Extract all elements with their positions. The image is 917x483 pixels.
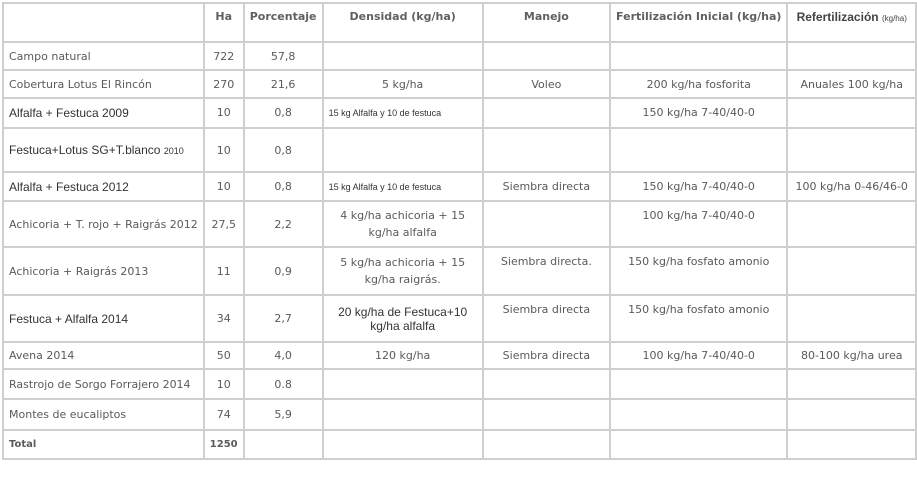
table-row <box>4 248 915 294</box>
table-row <box>4 370 915 398</box>
row-name-text: Festuca+Lotus SG+T.blanco <box>9 143 161 157</box>
header-porcentaje: Porcentaje <box>245 4 322 41</box>
total-row <box>4 431 915 458</box>
row-refert <box>788 129 915 171</box>
table-row <box>4 43 915 69</box>
row-refert: 100 kg/ha 0-46/46-0 <box>788 173 915 200</box>
row-ha: 34 <box>205 296 243 341</box>
row-pct: 0,9 <box>245 248 322 294</box>
row-refert: Anuales 100 kg/ha <box>788 71 915 97</box>
row-manejo <box>484 400 609 429</box>
total-empty <box>788 431 915 458</box>
row-pct: 2,7 <box>245 296 322 341</box>
row-name: Festuca + Alfalfa 2014 <box>4 296 203 341</box>
row-densidad <box>324 370 482 398</box>
row-densidad: 15 kg Alfalfa y 10 de festuca <box>324 173 482 200</box>
row-refert <box>788 43 915 69</box>
row-name: Alfalfa + Festuca 2012 <box>4 173 203 200</box>
row-name <box>4 129 203 171</box>
total-empty <box>611 431 786 458</box>
row-manejo <box>484 370 609 398</box>
row-ha: 50 <box>205 343 243 368</box>
row-name: Achicoria + T. rojo + Raigrás 2012 <box>4 202 203 246</box>
row-pct: 4,0 <box>245 343 322 368</box>
total-label: Total <box>4 431 203 458</box>
row-densidad: 120 kg/ha <box>324 343 482 368</box>
row-refert <box>788 99 915 127</box>
row-pct: 0,8 <box>245 99 322 127</box>
row-name: Alfalfa + Festuca 2009 <box>4 99 203 127</box>
row-pct: 2,2 <box>245 202 322 246</box>
row-manejo <box>484 99 609 127</box>
table-row <box>4 343 915 368</box>
row-densidad: 5 kg/ha <box>324 71 482 97</box>
row-name-year: 2010 <box>163 146 184 156</box>
row-refert <box>788 370 915 398</box>
row-densidad <box>324 43 482 69</box>
total-empty <box>324 431 482 458</box>
row-name: Montes de eucaliptos <box>4 400 203 429</box>
row-name: Achicoria + Raigrás 2013 <box>4 248 203 294</box>
table-row <box>4 296 915 341</box>
row-ha: 11 <box>205 248 243 294</box>
row-pct: 21,6 <box>245 71 322 97</box>
row-fert: 100 kg/ha 7-40/40-0 <box>611 202 786 246</box>
row-ha: 27,5 <box>205 202 243 246</box>
row-densidad: 20 kg/ha de Festuca+10 kg/ha alfalfa <box>324 296 482 341</box>
row-name: Avena 2014 <box>4 343 203 368</box>
row-manejo <box>484 129 609 171</box>
land-use-table <box>2 2 917 460</box>
row-pct: 0,8 <box>245 173 322 200</box>
table-row <box>4 99 915 127</box>
header-blank <box>4 4 203 41</box>
row-ha: 10 <box>205 129 243 171</box>
row-fert: 200 kg/ha fosforita <box>611 71 786 97</box>
row-ha: 10 <box>205 173 243 200</box>
header-densidad: Densidad (kg/ha) <box>324 4 482 41</box>
row-fert <box>611 129 786 171</box>
row-fert: 100 kg/ha 7-40/40-0 <box>611 343 786 368</box>
row-manejo: Siembra directa <box>484 343 609 368</box>
row-fert <box>611 43 786 69</box>
row-fert <box>611 400 786 429</box>
row-densidad <box>324 400 482 429</box>
row-densidad: 15 kg Alfalfa y 10 de festuca <box>324 99 482 127</box>
table-row <box>4 400 915 429</box>
row-ha: 10 <box>205 99 243 127</box>
row-name: Rastrojo de Sorgo Forrajero 2014 <box>4 370 203 398</box>
row-pct: 5,9 <box>245 400 322 429</box>
header-refertilizacion <box>788 4 915 41</box>
row-refert: 80-100 kg/ha urea <box>788 343 915 368</box>
row-fert <box>611 370 786 398</box>
total-empty <box>245 431 322 458</box>
row-manejo: Siembra directa <box>484 296 609 341</box>
total-ha: 1250 <box>205 431 243 458</box>
row-refert <box>788 248 915 294</box>
header-manejo: Manejo <box>484 4 609 41</box>
row-refert <box>788 296 915 341</box>
row-fert: 150 kg/ha 7-40/40-0 <box>611 173 786 200</box>
row-densidad: 4 kg/ha achicoria + 15 kg/ha alfalfa <box>324 202 482 246</box>
row-name: Campo natural <box>4 43 203 69</box>
row-pct: 0.8 <box>245 370 322 398</box>
row-fert: 150 kg/ha 7-40/40-0 <box>611 99 786 127</box>
row-manejo: Voleo <box>484 71 609 97</box>
row-densidad <box>324 129 482 171</box>
row-pct: 0,8 <box>245 129 322 171</box>
table-row <box>4 173 915 200</box>
row-manejo: Siembra directa <box>484 173 609 200</box>
table-row <box>4 71 915 97</box>
row-fert: 150 kg/ha fosfato amonio <box>611 248 786 294</box>
row-ha: 74 <box>205 400 243 429</box>
row-densidad: 5 kg/ha achicoria + 15 kg/ha raigrás. <box>324 248 482 294</box>
row-manejo <box>484 202 609 246</box>
total-empty <box>484 431 609 458</box>
row-fert: 150 kg/ha fosfato amonio <box>611 296 786 341</box>
header-row <box>4 4 915 41</box>
header-ha: Ha <box>205 4 243 41</box>
row-refert <box>788 202 915 246</box>
row-ha: 270 <box>205 71 243 97</box>
row-manejo: Siembra directa. <box>484 248 609 294</box>
header-refert-unit: (kg/ha) <box>881 14 907 23</box>
row-ha: 722 <box>205 43 243 69</box>
table-row <box>4 202 915 246</box>
header-fert-inicial: Fertilización Inicial (kg/ha) <box>611 4 786 41</box>
table-row <box>4 129 915 171</box>
row-ha: 10 <box>205 370 243 398</box>
row-name: Cobertura Lotus El Rincón <box>4 71 203 97</box>
row-manejo <box>484 43 609 69</box>
header-refert-label: Refertilización <box>796 10 879 24</box>
row-refert <box>788 400 915 429</box>
row-pct: 57,8 <box>245 43 322 69</box>
